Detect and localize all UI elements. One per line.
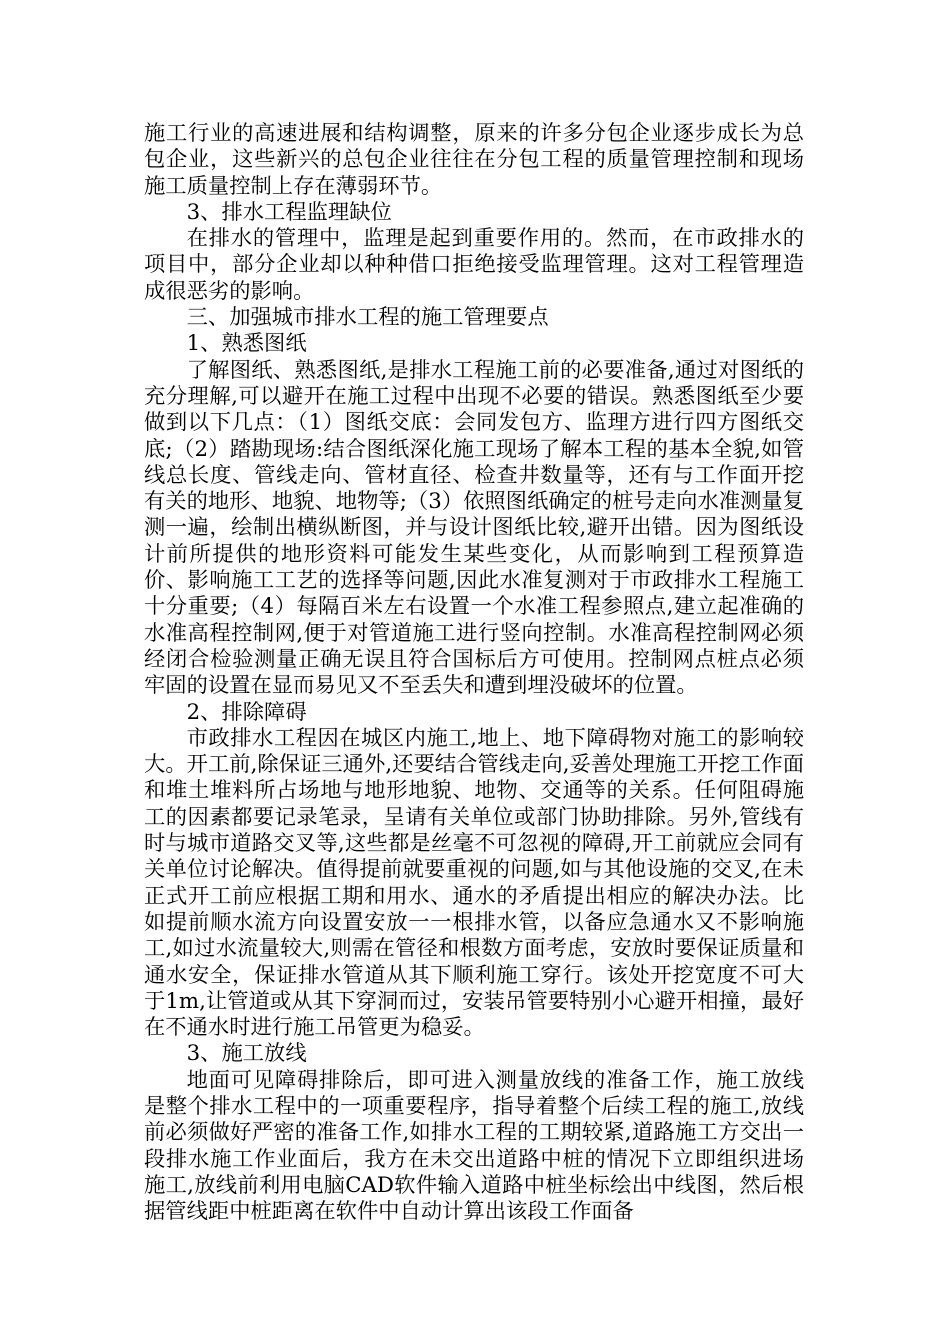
document-page <box>144 121 804 1225</box>
paragraph: 在排水的管理中，监理是起到重要作用的。然而，在市政排水的项目中，部分企业却以种种借口拒绝接受监理管理。这对工程管理造成很恶劣的影响。 <box>144 226 804 304</box>
section-heading: 3、排水工程监理缺位 <box>186 199 392 225</box>
section-heading: 3、施工放线 <box>186 1041 307 1067</box>
section-heading: 三、加强城市排水工程的施工管理要点 <box>186 305 549 331</box>
paragraph: 施工行业的高速进展和结构调整，原来的许多分包企业逐步成长为总包企业，这些新兴的总包企业往往在分包工程的质量管理控制和现场施工质量控制上存在薄弱环节。 <box>144 121 804 199</box>
paragraph: 了解图纸、熟悉图纸,是排水工程施工前的必要准备,通过对图纸的充分理解,可以避开在施工过程中出现不必要的错误。熟悉图纸至少要做到以下几点：（1）图纸交底：会同发包方、监理方进行四方图纸交底;（2）踏勘现场:结合图纸深化施工现场了解本工程的基本全貌,如管线总长度、管线走向、管材直径、检查井数量等，还有与工作面开挖有关的地形、地貌、地物等;（3）依照图纸确定的桩号走向水准测量复测一遍，绘制出横纵断图，并与设计图纸比较,避开出错。因为图纸设计前所提供的地形资料可能发生某些变化，从而影响到工程预算造价、影响施工工艺的选择等问题,因此水准复测对于市政排水工程施工十分重要;（4）每隔百米左右设置一个水准工程参照点,建立起准确的水准高程控制网,便于对管道施工进行竖向控制。水准高程控制网必须经闭合检验测量正确无误且符合国标后方可使用。控制网点桩点必须牢固的设置在显而易见又不至丢失和遭到埋没破坏的位置。 <box>144 357 804 699</box>
section-heading: 1、熟悉图纸 <box>186 331 307 357</box>
paragraph: 市政排水工程因在城区内施工,地上、地下障碍物对施工的影响较大。开工前,除保证三通外,还要结合管线走向,妥善处理施工开挖工作面和堆土堆料所占场地与地形地貌、地物、交通等的关系。任何阻碍施工的因素都要记录笔录，呈请有关单位或部门协助排除。另外,管线有时与城市道路交叉等,这些都是丝毫不可忽视的障碍,开工前就应会同有关单位讨论解决。值得提前就要重视的问题,如与其他设施的交叉,在未正式开工前应根据工期和用水、通水的矛盾提出相应的解决办法。比如提前顺水流方向设置安放一一根排水管，以备应急通水又不影响施工,如过水流量较大,则需在管径和根数方面考虑，安放时要保证质量和通水安全，保证排水管道从其下顺利施工穿行。该处开挖宽度不可大于1m,让管道或从其下穿洞而过，安装吊管要特别小心避开相撞，最好在不通水时进行施工吊管更为稳妥。 <box>144 725 804 1041</box>
paragraph: 地面可见障碍排除后，即可进入测量放线的准备工作，施工放线是整个排水工程中的一项重要程序，指导着整个后续工程的施工,放线前必须做好严密的准备工作,如排水工程的工期较紧,道路施工方交出一段排水施工作业面后，我方在未交出道路中桩的情况下立即组织进场施工,放线前利用电脑CAD软件输入道路中桩坐标绘出中线图，然后根据管线距中桩距离在软件中自动计算出该段工作面备 <box>144 1067 804 1225</box>
section-heading: 2、排除障碍 <box>186 699 307 725</box>
